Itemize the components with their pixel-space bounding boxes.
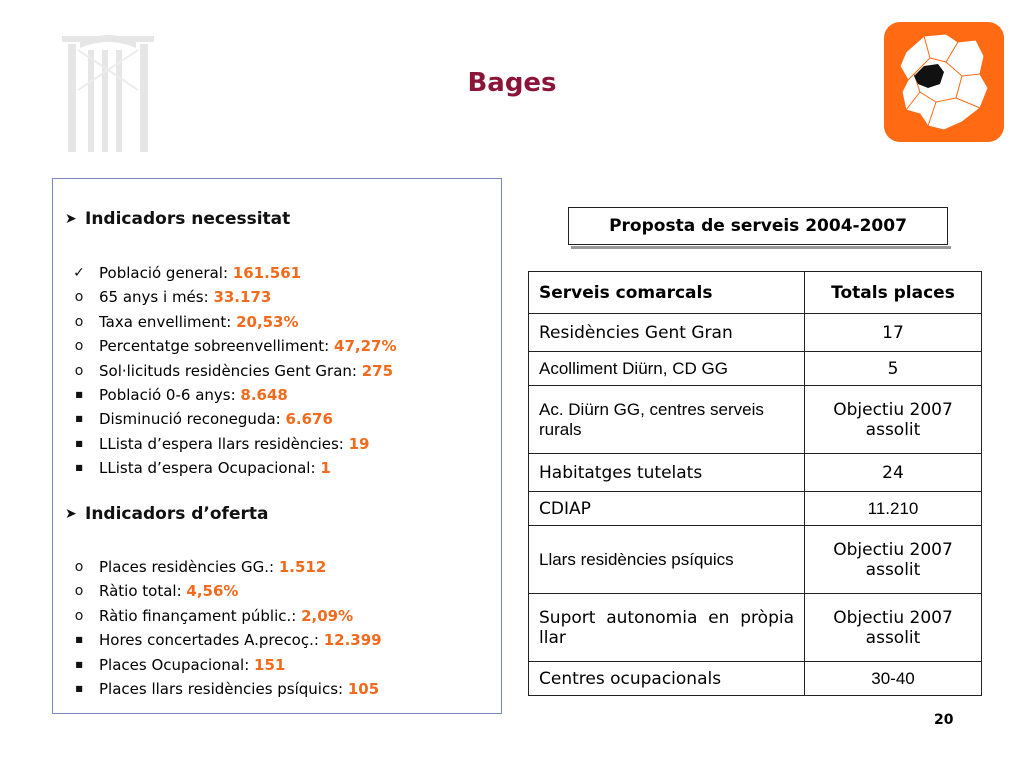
square-bullet-icon: ■ [75, 659, 83, 669]
page-title: Bages [467, 68, 557, 98]
indicators-panel [52, 178, 502, 714]
list-item [59, 407, 397, 431]
table-header-row [529, 272, 982, 314]
indicator-value: 20,53% [236, 312, 299, 331]
square-bullet-icon: ■ [75, 683, 83, 693]
indicator-label: Places residències GG.: [99, 558, 279, 576]
column-header: Totals places [805, 272, 982, 314]
section-heading-text: Indicadors necessitat [85, 209, 291, 229]
places-cell: 17 [805, 314, 982, 352]
list-item [59, 383, 397, 407]
table-row [529, 526, 982, 594]
square-bullet-icon: ■ [75, 635, 83, 645]
indicator-value: 4,56% [186, 582, 239, 601]
need-indicator-list [59, 261, 397, 481]
service-cell: Llars residències psíquics [529, 526, 805, 594]
indicator-label: Hores concertades A.precoç.: [99, 631, 324, 650]
square-bullet-icon: ■ [75, 438, 83, 448]
arrow-bullet-icon: ➤ [65, 211, 77, 227]
indicator-label: Taxa envelliment: [99, 312, 237, 331]
indicator-value: 275 [361, 361, 394, 380]
list-item [59, 432, 397, 456]
circle-bullet-icon: o [74, 289, 84, 306]
service-cell: Centres ocupacionals [529, 662, 805, 696]
section-heading-text: Indicadors d’oferta [85, 504, 269, 524]
list-item [59, 579, 382, 603]
table-row [529, 662, 982, 696]
circle-bullet-icon: o [74, 313, 84, 330]
service-cell: Residències Gent Gran [529, 314, 805, 352]
column-header: Serveis comarcals [529, 272, 805, 314]
indicator-value: 2,09% [301, 606, 354, 625]
arrow-bullet-icon: ➤ [65, 506, 77, 522]
list-item [59, 310, 397, 334]
list-item [59, 285, 397, 309]
list-item [59, 653, 382, 677]
section-heading-offer [65, 504, 268, 524]
indicator-label: Disminució reconeguda: [99, 410, 286, 429]
indicator-value: 19 [348, 434, 370, 453]
places-cell: 11.210 [805, 492, 982, 526]
region-map-icon [884, 22, 1004, 142]
indicator-value: 6.676 [285, 410, 333, 429]
indicator-value: 105 [347, 679, 380, 698]
indicator-label: Ràtio finançament públic.: [99, 606, 302, 625]
indicator-value: 1 [320, 459, 331, 478]
services-table [528, 271, 982, 696]
places-cell: Objectiu 2007 assolit [805, 594, 982, 662]
list-item [59, 456, 397, 480]
indicator-label: Població 0-6 anys: [99, 385, 241, 404]
indicator-value: 1.512 [278, 558, 327, 576]
list-item [59, 261, 397, 285]
circle-bullet-icon: o [74, 362, 84, 379]
indicator-value: 33.173 [213, 288, 272, 307]
table-row [529, 594, 982, 662]
circle-bullet-icon: o [74, 338, 84, 355]
offer-indicator-list [59, 555, 382, 701]
list-item [59, 359, 397, 383]
places-cell: 24 [805, 454, 982, 492]
indicator-value: 12.399 [323, 631, 382, 650]
square-bullet-icon: ■ [75, 389, 83, 399]
indicator-label: Places Ocupacional: [99, 655, 255, 674]
circle-bullet-icon: o [74, 559, 84, 575]
service-cell: CDIAP [529, 492, 805, 526]
service-cell: Habitatges tutelats [529, 454, 805, 492]
indicator-label: Població general: [99, 264, 233, 282]
indicator-label: Ràtio total: [99, 582, 187, 601]
places-cell: 30-40 [805, 662, 982, 696]
square-bullet-icon: ■ [75, 414, 83, 424]
table-row [529, 454, 982, 492]
service-cell: Ac. Diürn GG, centres serveis rurals [529, 386, 805, 454]
table-row [529, 352, 982, 386]
indicator-value: 151 [254, 655, 286, 674]
indicator-label: LLista d’espera llars residències: [99, 434, 349, 453]
indicator-label: 65 anys i més: [99, 288, 214, 307]
list-item [59, 555, 382, 579]
service-cell: Acolliment Diürn, CD GG [529, 352, 805, 386]
indicator-value: 8.648 [240, 385, 288, 404]
proposal-title: Proposta de serveis 2004-2007 [568, 207, 948, 245]
table-row [529, 314, 982, 352]
places-cell: Objectiu 2007 assolit [805, 386, 982, 454]
list-item [59, 677, 382, 701]
places-cell: Objectiu 2007 assolit [805, 526, 982, 594]
table-row [529, 492, 982, 526]
page-number: 20 [934, 712, 954, 728]
indicator-label: Sol·licituds residències Gent Gran: [99, 361, 362, 380]
circle-bullet-icon: o [74, 583, 84, 600]
square-bullet-icon: ■ [75, 463, 83, 473]
circle-bullet-icon: o [74, 607, 84, 624]
places-cell: 5 [805, 352, 982, 386]
indicator-label: Percentatge sobreenvelliment: [99, 337, 335, 356]
check-bullet-icon: ✓ [73, 265, 85, 281]
service-cell: Suport autonomia en pròpia llar [529, 594, 805, 662]
list-item [59, 628, 382, 652]
list-item [59, 604, 382, 628]
section-heading-need [65, 209, 290, 229]
table-row [529, 386, 982, 454]
list-item [59, 334, 397, 358]
indicator-label: Places llars residències psíquics: [99, 679, 348, 698]
indicator-label: LLista d’espera Ocupacional: [99, 459, 321, 478]
indicator-value: 161.561 [232, 264, 302, 282]
indicator-value: 47,27% [334, 337, 397, 356]
